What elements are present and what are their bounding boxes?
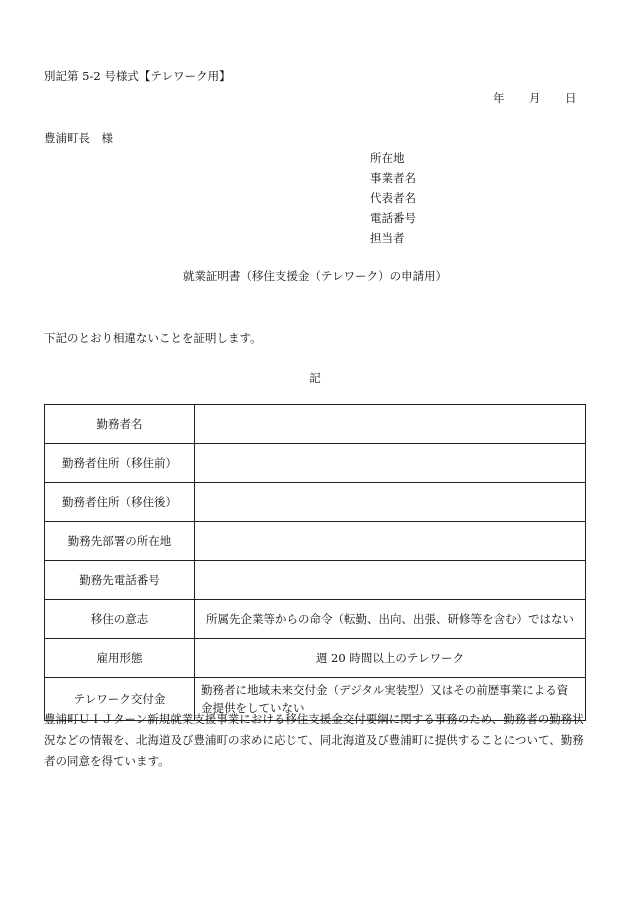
row-label-office-location: 勤務先部署の所在地 — [45, 522, 195, 561]
row-value-relocation-intent: 所属先企業等からの命令（転勤、出向、出張、研修等を含む）ではない — [195, 600, 586, 639]
row-value-address-before[interactable] — [195, 444, 586, 483]
certification-statement: 下記のとおり相違ないことを証明します。 — [44, 331, 262, 345]
date-month-label: 月 — [529, 91, 541, 105]
table-row — [45, 405, 586, 444]
table-row — [45, 639, 586, 678]
row-value-telework-grant: 勤務者に地域未来交付金（デジタル実装型）又はその前歴事業による資金提供をしていない — [195, 678, 586, 721]
row-label-address-after: 勤務者住所（移住後） — [45, 483, 195, 522]
document-title: 就業証明書（移住支援金（テレワーク）の申請用） — [182, 269, 448, 283]
row-label-address-before: 勤務者住所（移住前） — [45, 444, 195, 483]
date-year-label: 年 — [493, 91, 505, 105]
table-row — [45, 522, 586, 561]
row-label-relocation-intent: 移住の意志 — [45, 600, 195, 639]
table-row — [45, 600, 586, 639]
row-label-employment-type: 雇用形態 — [45, 639, 195, 678]
sender-field-business-name: 事業者名 — [370, 171, 416, 185]
row-label-telework-grant: テレワーク交付金 — [45, 678, 195, 721]
sender-field-representative: 代表者名 — [370, 191, 416, 205]
table-row — [45, 483, 586, 522]
addressee: 豊浦町長 様 — [44, 131, 113, 145]
row-value-office-phone[interactable] — [195, 561, 586, 600]
row-label-worker-name: 勤務者名 — [45, 405, 195, 444]
row-label-office-phone: 勤務先電話番号 — [45, 561, 195, 600]
certificate-table — [44, 404, 586, 721]
form-number: 別記第 5-2 号様式【テレワーク用】 — [44, 69, 231, 83]
row-value-worker-name[interactable] — [195, 405, 586, 444]
row-value-employment-type: 週 20 時間以上のテレワーク — [195, 639, 586, 678]
sender-field-address: 所在地 — [370, 151, 405, 165]
sender-field-phone: 電話番号 — [370, 211, 416, 225]
sender-field-contact: 担当者 — [370, 231, 405, 245]
table-row — [45, 444, 586, 483]
ki-heading: 記 — [309, 371, 321, 385]
row-value-address-after[interactable] — [195, 483, 586, 522]
consent-note: 豊浦町ＵＩＪターン新規就業支援事業における移住支援金交付要綱に関する事務のため、勤務者の勤務状況などの情報を、北海道及び豊浦町の求めに応じて、同北海道及び豊浦町に提供することについて、勤務者の同意を得ています。 — [44, 712, 584, 768]
table-row — [45, 561, 586, 600]
row-value-office-location[interactable] — [195, 522, 586, 561]
date-day-label: 日 — [565, 91, 577, 105]
date-line — [493, 90, 577, 106]
